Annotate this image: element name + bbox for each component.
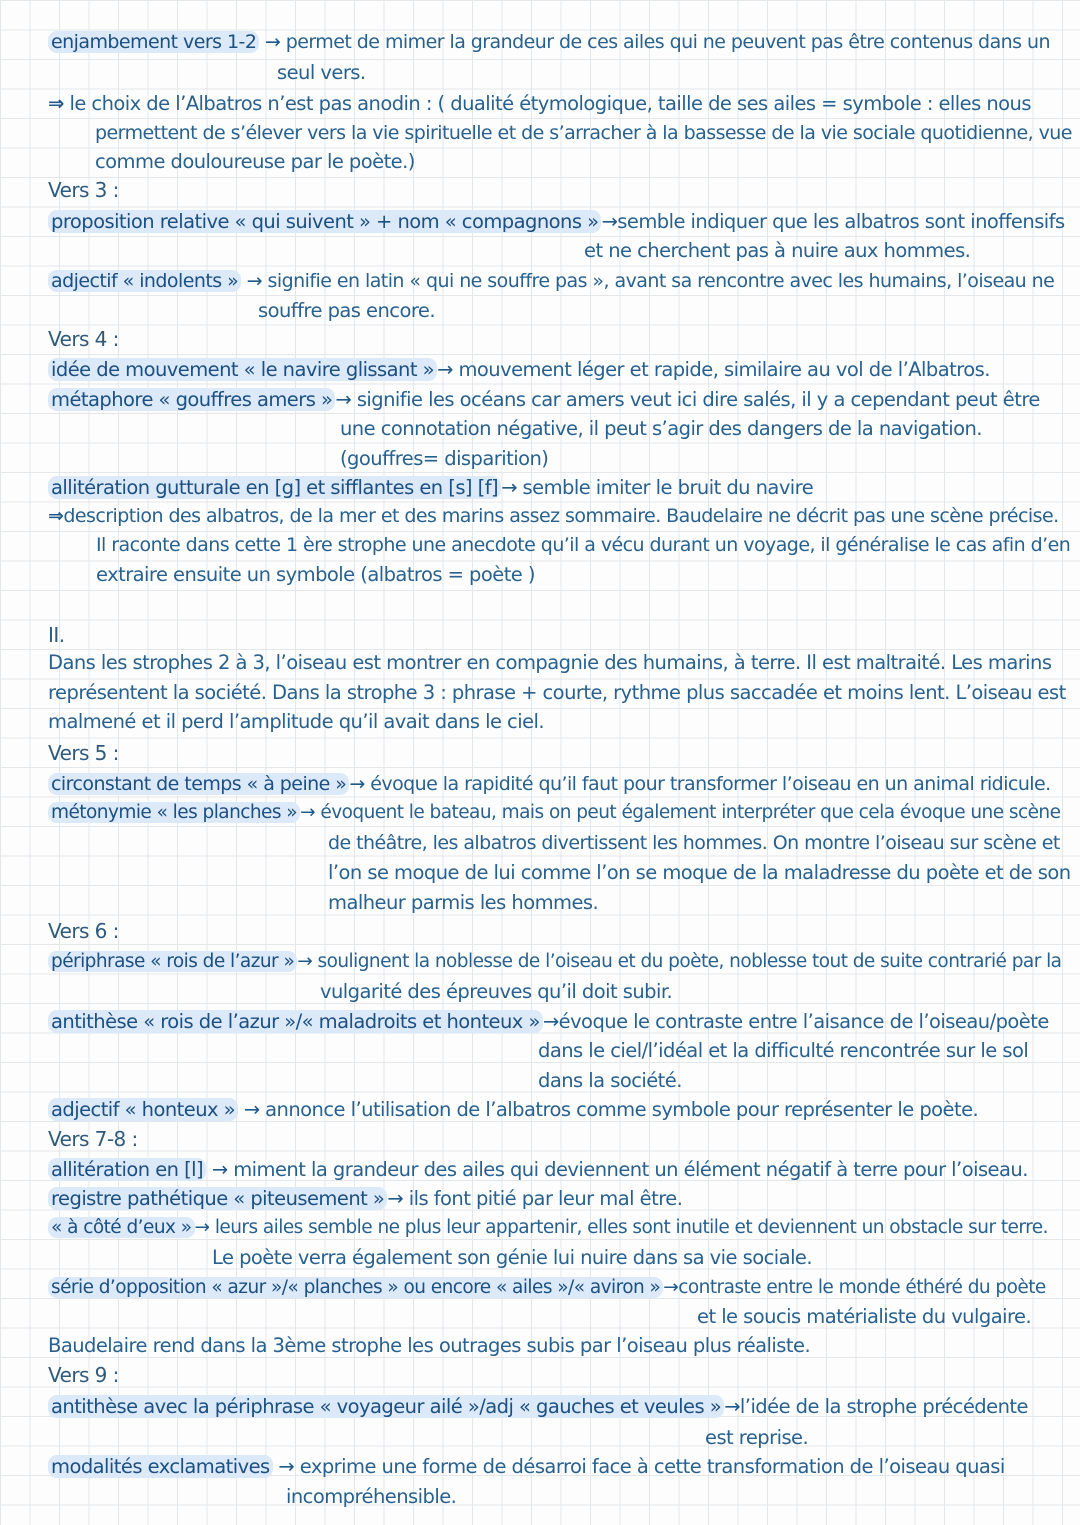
note-line [48, 1331, 810, 1361]
arrow-icon: → [724, 1395, 740, 1418]
note-line [95, 118, 1072, 148]
highlighted-term: idée de mouvement « le navire glissant » [48, 358, 437, 381]
arrow-icon: → [211, 1158, 228, 1181]
highlighted-term: modalités exclamatives [48, 1455, 273, 1478]
highlighted-term: « à côté d’eux » [48, 1217, 195, 1238]
double-arrow-icon: ⇒ [48, 505, 64, 527]
note-text: soulignent la noblesse de l’oiseau et du poète, noblesse tout de suite contrarié par la [317, 951, 1062, 972]
note-line [48, 648, 1051, 678]
note-line [48, 1007, 1049, 1037]
arrow-icon: → [542, 1010, 559, 1033]
highlighted-term: périphrase « rois de l’azur » [48, 951, 297, 972]
note-text: seul vers. [277, 61, 366, 84]
heading-text: Vers 7-8 : [48, 1127, 138, 1151]
note-text: est reprise. [705, 1426, 809, 1449]
highlighted-term: adjectif « indolents » [48, 270, 241, 292]
note-text: vulgarité des épreuves qu’il doit subir. [320, 980, 673, 1003]
arrow-icon: → [278, 1455, 295, 1478]
heading-text: Vers 4 : [48, 327, 119, 351]
note-line [48, 355, 990, 385]
highlighted-term: allitération gutturale en [g] et sifflantes en [s] [f] [48, 476, 501, 499]
note-text: ils font pitié par leur mal être. [408, 1187, 683, 1210]
note-text: l’on se moque de lui comme l’on se moque de la maladresse du poète et de son [328, 861, 1071, 884]
note-line [48, 707, 544, 737]
note-text: malheur parmis les hommes. [328, 891, 599, 914]
note-text: Baudelaire rend dans la 3ème strophe les outrages subis par l’oiseau plus réaliste. [48, 1334, 811, 1357]
note-line [48, 1392, 1028, 1422]
note-text: souffre pas encore. [258, 299, 435, 322]
note-text: une connotation négative, il peut s’agir des dangers de la navigation. [340, 417, 982, 440]
note-line [286, 1482, 456, 1512]
note-text: le choix de l’Albatros n’est pas anodin : ( dualité étymologique, taille de ses ailes = symbole : elles nous [69, 92, 1031, 115]
arrow-icon: → [601, 210, 618, 233]
note-text: contraste entre le monde éthéré du poète [678, 1277, 1046, 1298]
highlighted-term: circonstant de temps « à peine » [48, 773, 349, 795]
section-heading [48, 175, 119, 205]
arrow-icon: → [349, 773, 365, 795]
note-line [48, 1452, 1005, 1482]
note-line [340, 414, 982, 444]
note-text: de théâtre, les albatros divertissent les hommes. On montre l’oiseau sur scène et [328, 832, 1060, 854]
heading-text: Vers 3 : [48, 178, 119, 202]
arrow-icon: → [300, 802, 316, 823]
note-line [48, 207, 1065, 237]
highlighted-term: enjambement vers 1-2 [48, 31, 259, 53]
section-heading [48, 916, 119, 946]
note-text: semble imiter le bruit du navire [522, 476, 814, 499]
note-text: permettent de s’élever vers la vie spirituelle et de s’arracher à la bassesse de la vie sociale quotidienne, vue [95, 122, 1072, 144]
highlighted-term: proposition relative « qui suivent » + nom « compagnons » [48, 210, 601, 233]
note-line [328, 888, 598, 918]
note-text: évoque la rapidité qu’il faut pour transformer l’oiseau en un animal ridicule. [370, 773, 1051, 795]
note-text: évoquent le bateau, mais on peut également interpréter que cela évoque une scène [320, 802, 1061, 823]
section-heading [48, 1360, 119, 1390]
note-text: extraire ensuite un symbole (albatros = poète ) [96, 563, 535, 586]
highlighted-term: antithèse avec la périphrase « voyageur ailé »/adj « gauches et veules » [48, 1395, 724, 1418]
note-line [48, 501, 1059, 531]
highlighted-term: métonymie « les planches » [48, 802, 300, 823]
section-heading [48, 1124, 138, 1154]
note-line [705, 1423, 808, 1453]
highlighted-term: allitération en [l] [48, 1158, 206, 1181]
arrow-icon: → [663, 1277, 679, 1298]
note-text: description des albatros, de la mer et des marins assez sommaire. Baudelaire ne décrit pas une scène précise. [63, 505, 1059, 527]
note-line [328, 858, 1071, 888]
note-text: malmené et il perd l’amplitude qu’il avait dans le ciel. [48, 710, 545, 733]
note-line [538, 1036, 1028, 1066]
note-text: miment la grandeur des ailes qui deviennent un élément négatif à terre pour l’oiseau. [233, 1158, 1028, 1181]
note-line [584, 236, 970, 266]
note-text: semble indiquer que les albatros sont inoffensifs [617, 210, 1065, 233]
note-line [212, 1243, 812, 1273]
note-line [95, 147, 415, 177]
note-text: l’idée de la strophe précédente [739, 1395, 1028, 1418]
heading-text: Vers 5 : [48, 741, 119, 765]
note-line [48, 769, 1051, 799]
note-line [48, 27, 1050, 57]
note-text: signifie les océans car amers veut ici dire salés, il y a cependant peut être [356, 388, 1040, 411]
arrow-icon: → [387, 1187, 404, 1210]
arrow-icon: → [264, 31, 281, 53]
note-line [258, 296, 435, 326]
note-text: évoque le contraste entre l’aisance de l’oiseau/poète [558, 1010, 1049, 1033]
note-line [48, 678, 1066, 708]
note-text: permet de mimer la grandeur de ces ailes qui ne peuvent pas être contenus dans un [285, 31, 1050, 53]
arrow-icon: → [297, 951, 313, 972]
arrow-icon: → [194, 1217, 210, 1238]
note-text: incompréhensible. [286, 1485, 457, 1508]
arrow-icon: → [335, 388, 352, 411]
note-text: représentent la société. Dans la strophe 3 : phrase + courte, rythme plus saccadée et moins lent. L’oiseau est [48, 681, 1066, 704]
note-line [277, 58, 366, 88]
note-line [48, 947, 1061, 977]
note-text: leurs ailes semble ne plus leur appartenir, elles sont inutile et deviennent un obstacle sur terre. [214, 1217, 1048, 1238]
note-line [48, 473, 813, 503]
note-text: comme douloureuse par le poète.) [95, 150, 415, 173]
note-text: signifie en latin « qui ne souffre pas », avant sa rencontre avec les humains, l’oiseau ne [267, 270, 1055, 292]
note-line [48, 1155, 1028, 1185]
arrow-icon: → [243, 1098, 260, 1121]
section-heading [48, 324, 119, 354]
note-line [48, 1273, 1046, 1303]
highlighted-term: registre pathétique « piteusement » [48, 1187, 387, 1210]
note-line [697, 1302, 1031, 1332]
note-line [96, 530, 1070, 560]
note-line [48, 1213, 1048, 1243]
note-text: et ne cherchent pas à nuire aux hommes. [584, 239, 971, 262]
note-line [328, 828, 1060, 858]
note-text: Dans les strophes 2 à 3, l’oiseau est montrer en compagnie des humains, à terre. Il est maltraité. Les marins [48, 651, 1052, 674]
note-text: dans la société. [538, 1069, 682, 1092]
note-text: Le poète verra également son génie lui nuire dans sa vie sociale. [212, 1246, 813, 1269]
note-line [340, 444, 548, 474]
highlighted-term: adjectif « honteux » [48, 1098, 238, 1121]
note-line [48, 385, 1040, 415]
note-line [48, 266, 1054, 296]
note-line [538, 1066, 682, 1096]
double-arrow-icon: ⇒ [48, 92, 64, 115]
note-text: exprime une forme de désarroi face à cette transformation de l’oiseau quasi [299, 1455, 1005, 1478]
note-text: dans le ciel/l’idéal et la difficulté rencontrée sur le sol [538, 1039, 1029, 1062]
note-text: (gouffres= disparition) [340, 447, 549, 470]
note-line [96, 560, 535, 590]
arrow-icon: → [501, 476, 517, 499]
note-text: Il raconte dans cette 1 ère strophe une anecdote qu’il a vécu durant un voyage, il généralise le cas afin d’en [96, 534, 1071, 556]
note-text: annonce l’utilisation de l’albatros comme symbole pour représenter le poète. [265, 1098, 979, 1121]
section-heading [48, 738, 119, 768]
heading-text: II. [48, 623, 65, 647]
highlighted-term: antithèse « rois de l’azur »/« maladroits et honteux » [48, 1010, 543, 1033]
highlighted-term: métaphore « gouffres amers » [48, 388, 335, 411]
note-line [48, 1095, 978, 1125]
heading-text: Vers 6 : [48, 919, 119, 943]
note-line [48, 798, 1060, 828]
note-line [48, 1184, 682, 1214]
note-text: mouvement léger et rapide, similaire au vol de l’Albatros. [458, 358, 990, 381]
note-line [320, 977, 672, 1007]
arrow-icon: → [437, 358, 453, 381]
arrow-icon: → [246, 270, 263, 292]
note-text: et le soucis matérialiste du vulgaire. [697, 1305, 1032, 1328]
section-number [48, 620, 65, 650]
note-line [48, 89, 1031, 119]
highlighted-term: série d’opposition « azur »/« planches » ou encore « ailes »/« aviron » [48, 1277, 663, 1298]
heading-text: Vers 9 : [48, 1363, 119, 1387]
